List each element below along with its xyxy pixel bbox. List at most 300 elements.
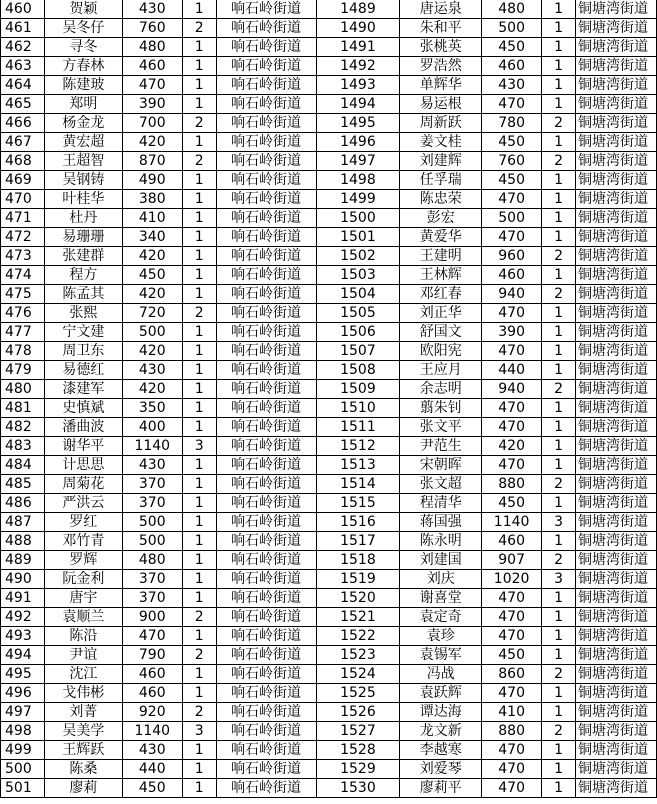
left-name-cell[interactable]: 计思思 <box>44 456 122 475</box>
left-count-cell[interactable]: 2 <box>182 152 216 171</box>
left-name-cell[interactable]: 唐宇 <box>44 589 122 608</box>
right-amount-cell[interactable]: 470 <box>482 399 542 418</box>
left-amount-cell[interactable]: 700 <box>122 114 182 133</box>
left-count-cell[interactable]: 1 <box>182 494 216 513</box>
right-street-cell[interactable]: 铜塘湾街道 <box>575 608 656 627</box>
left-name-cell[interactable]: 罗辉 <box>44 551 122 570</box>
right-id-cell[interactable]: 1500 <box>316 209 400 228</box>
left-name-cell[interactable]: 邓竹青 <box>44 532 122 551</box>
right-name-cell[interactable]: 廖莉平 <box>400 779 482 798</box>
right-name-cell[interactable]: 任孚瑞 <box>400 171 482 190</box>
right-amount-cell[interactable]: 470 <box>482 741 542 760</box>
left-amount-cell[interactable]: 470 <box>122 76 182 95</box>
left-count-cell[interactable]: 2 <box>182 646 216 665</box>
left-id-cell[interactable]: 500 <box>1 760 45 779</box>
left-id-cell[interactable]: 466 <box>1 114 45 133</box>
right-amount-cell[interactable]: 450 <box>482 38 542 57</box>
left-amount-cell[interactable]: 900 <box>122 608 182 627</box>
left-count-cell[interactable]: 1 <box>182 760 216 779</box>
left-street-cell[interactable]: 响石岭街道 <box>216 532 316 551</box>
left-street-cell[interactable]: 响石岭街道 <box>216 608 316 627</box>
right-id-cell[interactable]: 1492 <box>316 57 400 76</box>
left-name-cell[interactable]: 袁顺兰 <box>44 608 122 627</box>
left-street-cell[interactable]: 响石岭街道 <box>216 76 316 95</box>
right-count-cell[interactable]: 1 <box>542 456 576 475</box>
left-street-cell[interactable]: 响石岭街道 <box>216 190 316 209</box>
right-count-cell[interactable]: 1 <box>542 171 576 190</box>
right-count-cell[interactable]: 1 <box>542 608 576 627</box>
right-amount-cell[interactable]: 460 <box>482 266 542 285</box>
right-name-cell[interactable]: 袁跃辉 <box>400 684 482 703</box>
right-count-cell[interactable]: 1 <box>542 779 576 798</box>
right-amount-cell[interactable]: 470 <box>482 456 542 475</box>
right-amount-cell[interactable]: 880 <box>482 722 542 741</box>
right-count-cell[interactable]: 1 <box>542 684 576 703</box>
left-id-cell[interactable]: 488 <box>1 532 45 551</box>
left-name-cell[interactable]: 寻冬 <box>44 38 122 57</box>
left-name-cell[interactable]: 陈建玻 <box>44 76 122 95</box>
left-count-cell[interactable]: 1 <box>182 456 216 475</box>
left-id-cell[interactable]: 461 <box>1 19 45 38</box>
left-name-cell[interactable]: 潘曲波 <box>44 418 122 437</box>
left-street-cell[interactable]: 响石岭街道 <box>216 513 316 532</box>
right-count-cell[interactable]: 1 <box>542 228 576 247</box>
left-id-cell[interactable]: 495 <box>1 665 45 684</box>
left-count-cell[interactable]: 2 <box>182 114 216 133</box>
left-amount-cell[interactable]: 380 <box>122 190 182 209</box>
right-street-cell[interactable]: 铜塘湾街道 <box>575 589 656 608</box>
right-amount-cell[interactable]: 780 <box>482 114 542 133</box>
right-street-cell[interactable]: 铜塘湾街道 <box>575 418 656 437</box>
right-amount-cell[interactable]: 460 <box>482 57 542 76</box>
left-name-cell[interactable]: 张熙 <box>44 304 122 323</box>
left-count-cell[interactable]: 1 <box>182 361 216 380</box>
right-count-cell[interactable]: 1 <box>542 399 576 418</box>
right-id-cell[interactable]: 1499 <box>316 190 400 209</box>
left-count-cell[interactable]: 1 <box>182 551 216 570</box>
left-id-cell[interactable]: 469 <box>1 171 45 190</box>
left-street-cell[interactable]: 响石岭街道 <box>216 247 316 266</box>
right-name-cell[interactable]: 陈永明 <box>400 532 482 551</box>
left-id-cell[interactable]: 468 <box>1 152 45 171</box>
right-amount-cell[interactable]: 470 <box>482 589 542 608</box>
right-count-cell[interactable]: 1 <box>542 627 576 646</box>
left-amount-cell[interactable]: 490 <box>122 171 182 190</box>
left-id-cell[interactable]: 476 <box>1 304 45 323</box>
left-count-cell[interactable]: 1 <box>182 247 216 266</box>
right-id-cell[interactable]: 1511 <box>316 418 400 437</box>
left-street-cell[interactable]: 响石岭街道 <box>216 418 316 437</box>
left-street-cell[interactable]: 响石岭街道 <box>216 456 316 475</box>
left-id-cell[interactable]: 479 <box>1 361 45 380</box>
right-count-cell[interactable]: 1 <box>542 133 576 152</box>
right-street-cell[interactable]: 铜塘湾街道 <box>575 627 656 646</box>
right-street-cell[interactable]: 铜塘湾街道 <box>575 741 656 760</box>
right-street-cell[interactable]: 铜塘湾街道 <box>575 760 656 779</box>
left-amount-cell[interactable]: 480 <box>122 551 182 570</box>
right-count-cell[interactable]: 1 <box>542 532 576 551</box>
right-amount-cell[interactable]: 880 <box>482 475 542 494</box>
left-street-cell[interactable]: 响石岭街道 <box>216 95 316 114</box>
right-street-cell[interactable]: 铜塘湾街道 <box>575 722 656 741</box>
left-name-cell[interactable]: 罗红 <box>44 513 122 532</box>
right-id-cell[interactable]: 1501 <box>316 228 400 247</box>
right-street-cell[interactable]: 铜塘湾街道 <box>575 494 656 513</box>
right-count-cell[interactable]: 2 <box>542 722 576 741</box>
right-name-cell[interactable]: 陈忠荣 <box>400 190 482 209</box>
left-count-cell[interactable]: 3 <box>182 722 216 741</box>
right-amount-cell[interactable]: 480 <box>482 0 542 19</box>
right-name-cell[interactable]: 刘爱琴 <box>400 760 482 779</box>
right-street-cell[interactable]: 铜塘湾街道 <box>575 399 656 418</box>
left-street-cell[interactable]: 响石岭街道 <box>216 57 316 76</box>
right-id-cell[interactable]: 1522 <box>316 627 400 646</box>
right-street-cell[interactable]: 铜塘湾街道 <box>575 152 656 171</box>
left-id-cell[interactable]: 490 <box>1 570 45 589</box>
right-street-cell[interactable]: 铜塘湾街道 <box>575 380 656 399</box>
right-id-cell[interactable]: 1515 <box>316 494 400 513</box>
left-amount-cell[interactable]: 460 <box>122 57 182 76</box>
right-name-cell[interactable]: 黄爱华 <box>400 228 482 247</box>
right-count-cell[interactable]: 3 <box>542 513 576 532</box>
right-amount-cell[interactable]: 1020 <box>482 570 542 589</box>
right-count-cell[interactable]: 2 <box>542 152 576 171</box>
right-name-cell[interactable]: 刘建辉 <box>400 152 482 171</box>
left-street-cell[interactable]: 响石岭街道 <box>216 722 316 741</box>
left-amount-cell[interactable]: 500 <box>122 323 182 342</box>
left-count-cell[interactable]: 1 <box>182 95 216 114</box>
left-amount-cell[interactable]: 430 <box>122 0 182 19</box>
right-amount-cell[interactable]: 940 <box>482 380 542 399</box>
left-name-cell[interactable]: 漆建军 <box>44 380 122 399</box>
left-street-cell[interactable]: 响石岭街道 <box>216 760 316 779</box>
left-amount-cell[interactable]: 500 <box>122 513 182 532</box>
right-name-cell[interactable]: 王建明 <box>400 247 482 266</box>
right-amount-cell[interactable]: 410 <box>482 703 542 722</box>
left-street-cell[interactable]: 响石岭街道 <box>216 665 316 684</box>
right-count-cell[interactable]: 1 <box>542 437 576 456</box>
right-count-cell[interactable]: 1 <box>542 418 576 437</box>
right-amount-cell[interactable]: 760 <box>482 152 542 171</box>
right-street-cell[interactable]: 铜塘湾街道 <box>575 285 656 304</box>
left-id-cell[interactable]: 485 <box>1 475 45 494</box>
right-amount-cell[interactable]: 960 <box>482 247 542 266</box>
left-count-cell[interactable]: 1 <box>182 779 216 798</box>
left-amount-cell[interactable]: 440 <box>122 760 182 779</box>
right-count-cell[interactable]: 1 <box>542 266 576 285</box>
left-street-cell[interactable]: 响石岭街道 <box>216 0 316 19</box>
right-count-cell[interactable]: 2 <box>542 380 576 399</box>
right-id-cell[interactable]: 1527 <box>316 722 400 741</box>
right-id-cell[interactable]: 1495 <box>316 114 400 133</box>
left-street-cell[interactable]: 响石岭街道 <box>216 779 316 798</box>
right-amount-cell[interactable]: 450 <box>482 171 542 190</box>
left-street-cell[interactable]: 响石岭街道 <box>216 399 316 418</box>
left-street-cell[interactable]: 响石岭街道 <box>216 304 316 323</box>
right-street-cell[interactable]: 铜塘湾街道 <box>575 570 656 589</box>
right-street-cell[interactable]: 铜塘湾街道 <box>575 779 656 798</box>
right-name-cell[interactable]: 欧阳宪 <box>400 342 482 361</box>
right-count-cell[interactable]: 2 <box>542 475 576 494</box>
left-name-cell[interactable]: 史慎斌 <box>44 399 122 418</box>
right-count-cell[interactable]: 1 <box>542 190 576 209</box>
left-name-cell[interactable]: 叶桂华 <box>44 190 122 209</box>
right-street-cell[interactable]: 铜塘湾街道 <box>575 76 656 95</box>
left-name-cell[interactable]: 郑明 <box>44 95 122 114</box>
right-id-cell[interactable]: 1490 <box>316 19 400 38</box>
left-count-cell[interactable]: 1 <box>182 209 216 228</box>
right-amount-cell[interactable]: 470 <box>482 228 542 247</box>
right-amount-cell[interactable]: 470 <box>482 608 542 627</box>
left-amount-cell[interactable]: 430 <box>122 741 182 760</box>
right-amount-cell[interactable]: 940 <box>482 285 542 304</box>
right-id-cell[interactable]: 1503 <box>316 266 400 285</box>
left-street-cell[interactable]: 响石岭街道 <box>216 342 316 361</box>
left-name-cell[interactable]: 贺颖 <box>44 0 122 19</box>
left-street-cell[interactable]: 响石岭街道 <box>216 475 316 494</box>
left-amount-cell[interactable]: 460 <box>122 684 182 703</box>
left-name-cell[interactable]: 周菊花 <box>44 475 122 494</box>
left-name-cell[interactable]: 吴钢铸 <box>44 171 122 190</box>
right-name-cell[interactable]: 谭达海 <box>400 703 482 722</box>
left-name-cell[interactable]: 阮金利 <box>44 570 122 589</box>
left-id-cell[interactable]: 473 <box>1 247 45 266</box>
left-amount-cell[interactable]: 340 <box>122 228 182 247</box>
left-street-cell[interactable]: 响石岭街道 <box>216 646 316 665</box>
left-id-cell[interactable]: 477 <box>1 323 45 342</box>
left-count-cell[interactable]: 1 <box>182 190 216 209</box>
left-amount-cell[interactable]: 480 <box>122 38 182 57</box>
right-name-cell[interactable]: 张文平 <box>400 418 482 437</box>
left-count-cell[interactable]: 1 <box>182 228 216 247</box>
right-name-cell[interactable]: 宋朝晖 <box>400 456 482 475</box>
right-count-cell[interactable]: 2 <box>542 551 576 570</box>
left-id-cell[interactable]: 464 <box>1 76 45 95</box>
left-id-cell[interactable]: 499 <box>1 741 45 760</box>
left-count-cell[interactable]: 2 <box>182 703 216 722</box>
left-name-cell[interactable]: 严洪云 <box>44 494 122 513</box>
left-count-cell[interactable]: 1 <box>182 665 216 684</box>
left-id-cell[interactable]: 483 <box>1 437 45 456</box>
left-id-cell[interactable]: 482 <box>1 418 45 437</box>
left-name-cell[interactable]: 陈沿 <box>44 627 122 646</box>
right-count-cell[interactable]: 1 <box>542 304 576 323</box>
left-amount-cell[interactable]: 1140 <box>122 437 182 456</box>
left-id-cell[interactable]: 462 <box>1 38 45 57</box>
left-street-cell[interactable]: 响石岭街道 <box>216 703 316 722</box>
left-street-cell[interactable]: 响石岭街道 <box>216 494 316 513</box>
left-amount-cell[interactable]: 790 <box>122 646 182 665</box>
left-street-cell[interactable]: 响石岭街道 <box>216 380 316 399</box>
left-count-cell[interactable]: 1 <box>182 418 216 437</box>
right-id-cell[interactable]: 1514 <box>316 475 400 494</box>
right-id-cell[interactable]: 1525 <box>316 684 400 703</box>
right-id-cell[interactable]: 1507 <box>316 342 400 361</box>
right-name-cell[interactable]: 唐运泉 <box>400 0 482 19</box>
left-id-cell[interactable]: 471 <box>1 209 45 228</box>
right-id-cell[interactable]: 1520 <box>316 589 400 608</box>
right-count-cell[interactable]: 1 <box>542 646 576 665</box>
right-id-cell[interactable]: 1491 <box>316 38 400 57</box>
right-street-cell[interactable]: 铜塘湾街道 <box>575 456 656 475</box>
right-id-cell[interactable]: 1505 <box>316 304 400 323</box>
right-street-cell[interactable]: 铜塘湾街道 <box>575 703 656 722</box>
left-name-cell[interactable]: 陈孟其 <box>44 285 122 304</box>
right-amount-cell[interactable]: 500 <box>482 19 542 38</box>
left-street-cell[interactable]: 响石岭街道 <box>216 152 316 171</box>
left-amount-cell[interactable]: 430 <box>122 361 182 380</box>
right-street-cell[interactable]: 铜塘湾街道 <box>575 114 656 133</box>
right-count-cell[interactable]: 1 <box>542 19 576 38</box>
right-name-cell[interactable]: 张桃英 <box>400 38 482 57</box>
right-id-cell[interactable]: 1496 <box>316 133 400 152</box>
left-id-cell[interactable]: 493 <box>1 627 45 646</box>
left-name-cell[interactable]: 张建群 <box>44 247 122 266</box>
right-count-cell[interactable]: 3 <box>542 570 576 589</box>
left-count-cell[interactable]: 2 <box>182 19 216 38</box>
left-name-cell[interactable]: 廖莉 <box>44 779 122 798</box>
left-street-cell[interactable]: 响石岭街道 <box>216 228 316 247</box>
right-count-cell[interactable]: 1 <box>542 0 576 19</box>
right-street-cell[interactable]: 铜塘湾街道 <box>575 304 656 323</box>
right-count-cell[interactable]: 2 <box>542 114 576 133</box>
right-name-cell[interactable]: 朱和平 <box>400 19 482 38</box>
right-count-cell[interactable]: 1 <box>542 342 576 361</box>
right-street-cell[interactable]: 铜塘湾街道 <box>575 646 656 665</box>
right-id-cell[interactable]: 1504 <box>316 285 400 304</box>
left-amount-cell[interactable]: 370 <box>122 494 182 513</box>
left-id-cell[interactable]: 478 <box>1 342 45 361</box>
left-amount-cell[interactable]: 1140 <box>122 722 182 741</box>
left-street-cell[interactable]: 响石岭街道 <box>216 171 316 190</box>
right-street-cell[interactable]: 铜塘湾街道 <box>575 57 656 76</box>
left-amount-cell[interactable]: 470 <box>122 627 182 646</box>
right-street-cell[interactable]: 铜塘湾街道 <box>575 513 656 532</box>
right-street-cell[interactable]: 铜塘湾街道 <box>575 323 656 342</box>
right-street-cell[interactable]: 铜塘湾街道 <box>575 190 656 209</box>
left-name-cell[interactable]: 尹谊 <box>44 646 122 665</box>
right-amount-cell[interactable]: 420 <box>482 437 542 456</box>
right-name-cell[interactable]: 单辉华 <box>400 76 482 95</box>
right-amount-cell[interactable]: 470 <box>482 304 542 323</box>
right-street-cell[interactable]: 铜塘湾街道 <box>575 95 656 114</box>
left-id-cell[interactable]: 465 <box>1 95 45 114</box>
right-name-cell[interactable]: 李越寒 <box>400 741 482 760</box>
right-amount-cell[interactable]: 440 <box>482 361 542 380</box>
left-street-cell[interactable]: 响石岭街道 <box>216 266 316 285</box>
right-count-cell[interactable]: 1 <box>542 323 576 342</box>
left-street-cell[interactable]: 响石岭街道 <box>216 38 316 57</box>
left-id-cell[interactable]: 480 <box>1 380 45 399</box>
right-street-cell[interactable]: 铜塘湾街道 <box>575 38 656 57</box>
right-count-cell[interactable]: 1 <box>542 76 576 95</box>
right-street-cell[interactable]: 铜塘湾街道 <box>575 133 656 152</box>
left-name-cell[interactable]: 杨金龙 <box>44 114 122 133</box>
right-count-cell[interactable]: 1 <box>542 57 576 76</box>
right-amount-cell[interactable]: 860 <box>482 665 542 684</box>
left-name-cell[interactable]: 刘菁 <box>44 703 122 722</box>
right-street-cell[interactable]: 铜塘湾街道 <box>575 0 656 19</box>
right-amount-cell[interactable]: 460 <box>482 532 542 551</box>
right-amount-cell[interactable]: 470 <box>482 627 542 646</box>
right-name-cell[interactable]: 程清华 <box>400 494 482 513</box>
right-street-cell[interactable]: 铜塘湾街道 <box>575 171 656 190</box>
left-id-cell[interactable]: 472 <box>1 228 45 247</box>
right-street-cell[interactable]: 铜塘湾街道 <box>575 247 656 266</box>
left-amount-cell[interactable]: 460 <box>122 665 182 684</box>
left-count-cell[interactable]: 2 <box>182 608 216 627</box>
right-street-cell[interactable]: 铜塘湾街道 <box>575 532 656 551</box>
left-street-cell[interactable]: 响石岭街道 <box>216 285 316 304</box>
right-id-cell[interactable]: 1497 <box>316 152 400 171</box>
left-amount-cell[interactable]: 430 <box>122 456 182 475</box>
right-amount-cell[interactable]: 430 <box>482 76 542 95</box>
right-name-cell[interactable]: 舒国文 <box>400 323 482 342</box>
left-street-cell[interactable]: 响石岭街道 <box>216 589 316 608</box>
right-amount-cell[interactable]: 470 <box>482 779 542 798</box>
right-count-cell[interactable]: 1 <box>542 361 576 380</box>
right-id-cell[interactable]: 1512 <box>316 437 400 456</box>
left-count-cell[interactable]: 1 <box>182 741 216 760</box>
right-id-cell[interactable]: 1494 <box>316 95 400 114</box>
left-name-cell[interactable]: 吴冬仔 <box>44 19 122 38</box>
right-amount-cell[interactable]: 470 <box>482 418 542 437</box>
left-name-cell[interactable]: 方春林 <box>44 57 122 76</box>
left-street-cell[interactable]: 响石岭街道 <box>216 684 316 703</box>
left-id-cell[interactable]: 494 <box>1 646 45 665</box>
left-street-cell[interactable]: 响石岭街道 <box>216 551 316 570</box>
left-id-cell[interactable]: 487 <box>1 513 45 532</box>
left-amount-cell[interactable]: 760 <box>122 19 182 38</box>
right-name-cell[interactable]: 王林辉 <box>400 266 482 285</box>
left-street-cell[interactable]: 响石岭街道 <box>216 323 316 342</box>
right-street-cell[interactable]: 铜塘湾街道 <box>575 551 656 570</box>
left-name-cell[interactable]: 戈伟彬 <box>44 684 122 703</box>
left-count-cell[interactable]: 1 <box>182 475 216 494</box>
right-id-cell[interactable]: 1509 <box>316 380 400 399</box>
left-amount-cell[interactable]: 450 <box>122 266 182 285</box>
left-count-cell[interactable]: 1 <box>182 589 216 608</box>
right-id-cell[interactable]: 1524 <box>316 665 400 684</box>
right-amount-cell[interactable]: 470 <box>482 760 542 779</box>
left-id-cell[interactable]: 496 <box>1 684 45 703</box>
left-count-cell[interactable]: 1 <box>182 684 216 703</box>
right-count-cell[interactable]: 1 <box>542 760 576 779</box>
right-id-cell[interactable]: 1513 <box>316 456 400 475</box>
right-name-cell[interactable]: 刘建国 <box>400 551 482 570</box>
right-street-cell[interactable]: 铜塘湾街道 <box>575 209 656 228</box>
left-amount-cell[interactable]: 400 <box>122 418 182 437</box>
left-count-cell[interactable]: 1 <box>182 38 216 57</box>
right-name-cell[interactable]: 袁定奇 <box>400 608 482 627</box>
left-street-cell[interactable]: 响石岭街道 <box>216 627 316 646</box>
right-name-cell[interactable]: 邓红春 <box>400 285 482 304</box>
left-count-cell[interactable]: 1 <box>182 133 216 152</box>
right-name-cell[interactable]: 刘庆 <box>400 570 482 589</box>
right-amount-cell[interactable]: 470 <box>482 342 542 361</box>
left-amount-cell[interactable]: 420 <box>122 133 182 152</box>
right-name-cell[interactable]: 谢喜堂 <box>400 589 482 608</box>
left-name-cell[interactable]: 杜丹 <box>44 209 122 228</box>
right-name-cell[interactable]: 王应月 <box>400 361 482 380</box>
right-name-cell[interactable]: 彭宏 <box>400 209 482 228</box>
right-name-cell[interactable]: 蒋国强 <box>400 513 482 532</box>
right-id-cell[interactable]: 1508 <box>316 361 400 380</box>
right-street-cell[interactable]: 铜塘湾街道 <box>575 361 656 380</box>
right-name-cell[interactable]: 刘正华 <box>400 304 482 323</box>
left-name-cell[interactable]: 宁文建 <box>44 323 122 342</box>
right-id-cell[interactable]: 1528 <box>316 741 400 760</box>
